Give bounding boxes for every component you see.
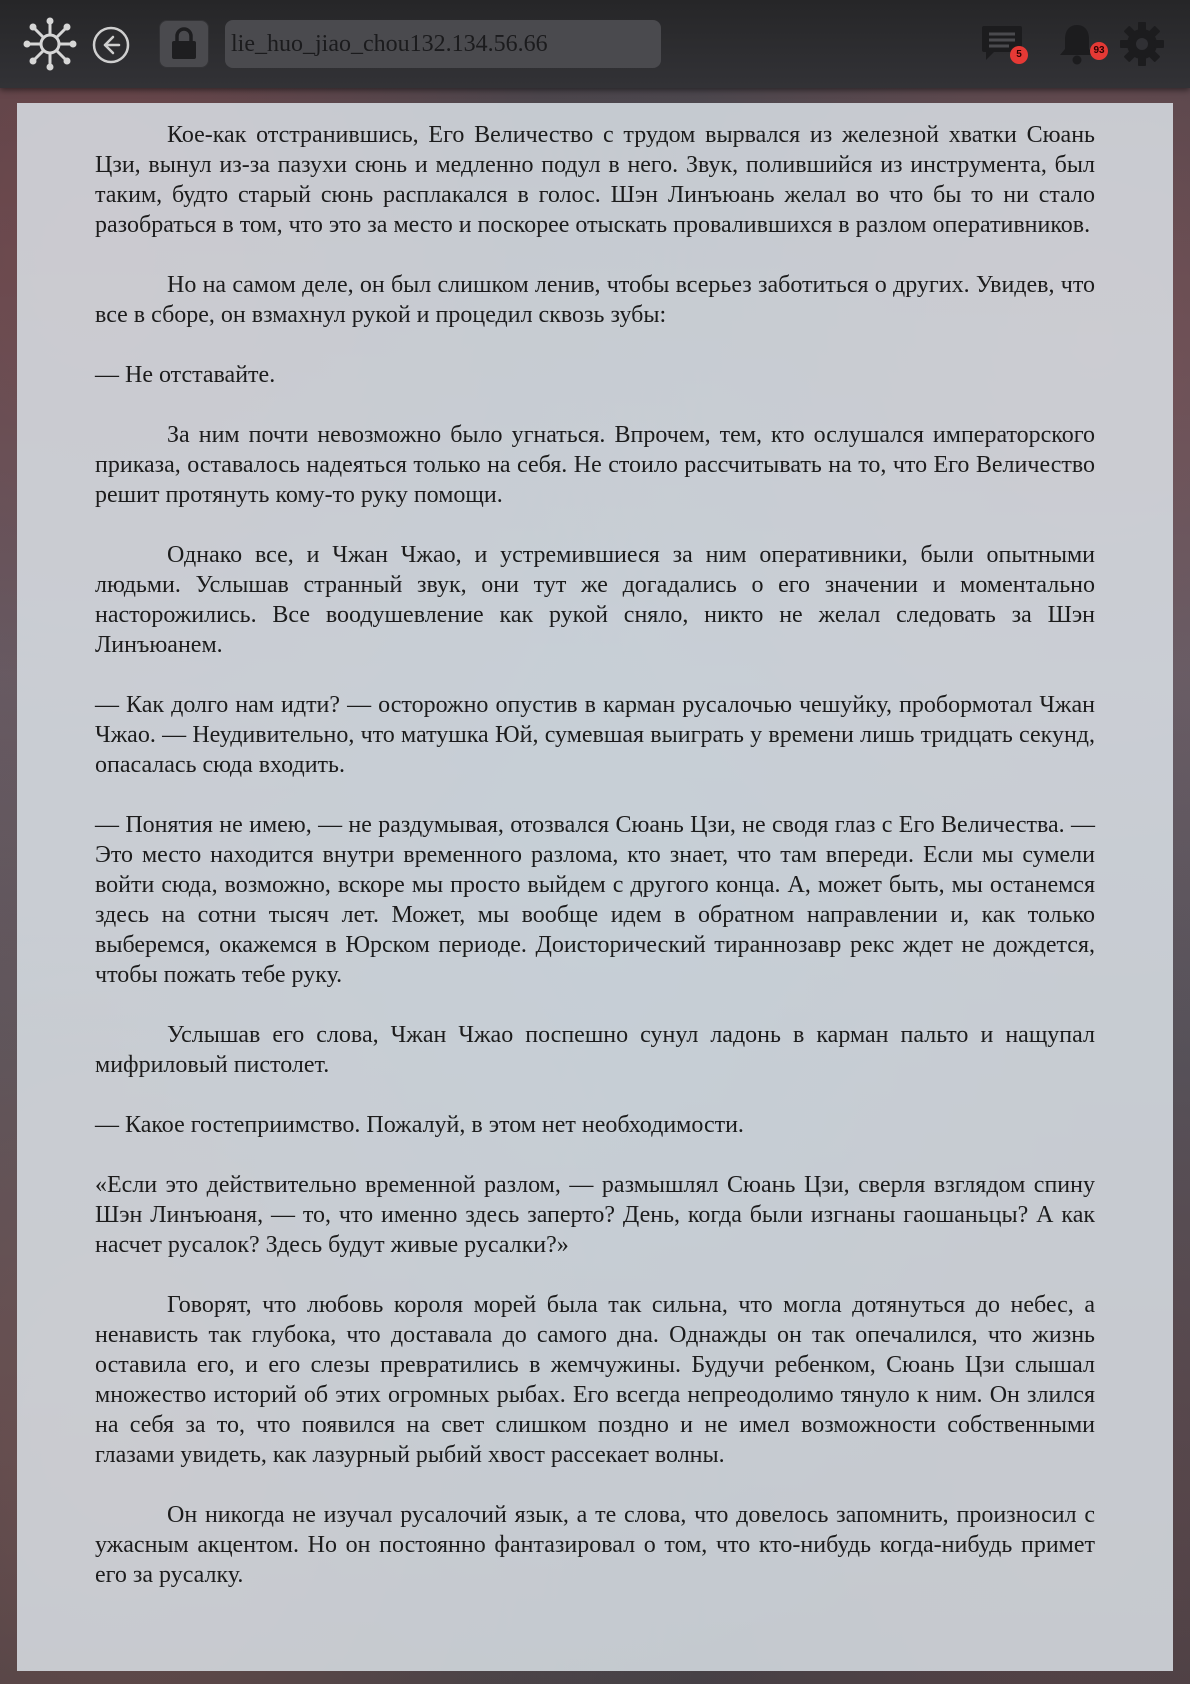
paragraph: Говорят, что любовь короля морей была так сильна, что могла дотянуться до небес, а ненависть так глубока, что доставала до самого дна. Однажды он так опечалился, что жизнь оставила его, и его слезы превратились в жемчужины. Будучи ребенком, Сюань Цзи слышал множество историй об этих огромных рыбах. Его всегда непреодолимо тянуло к ним. Он злился на себя за то, что появился на свет слишком поздно и не имел возможности собственными глазами увидеть, как лазурный рыбий хвост рассекает волны. — [95, 1292, 1095, 1468]
back-button[interactable] — [92, 26, 130, 64]
paragraph: За ним почти невозможно было угнаться. Впрочем, тем, кто ослушался императорского приказа, оставалось надеяться только на себя. Не стоило рассчитывать на то, что Его Величество решит протянуть кому-то руку помощи. — [95, 422, 1095, 508]
network-hub-icon[interactable] — [22, 16, 78, 72]
paragraph: Услышав его слова, Чжан Чжао поспешно сунул ладонь в карман пальто и нащупал мифриловый пистолет. — [95, 1022, 1095, 1078]
paragraph: «Если это действительно временной разлом, — размышлял Сюань Цзи, сверля взглядом спину Шэн Линъюаня, — то, что именно здесь заперто? День, когда были изгнаны гаошаньцы? А как насчет русалок? Здесь будут живые русалки?» — [95, 1172, 1095, 1258]
messages-count-badge: 5 — [1010, 46, 1028, 64]
bell-icon — [1057, 22, 1097, 66]
messages-button[interactable] — [978, 22, 1026, 66]
reading-page — [17, 103, 1173, 1671]
paragraph: — Какое гостеприимство. Пожалуй, в этом нет необходимости. — [95, 1112, 744, 1138]
gear-icon — [1119, 21, 1165, 67]
paragraph: Но на самом деле, он был слишком ленив, чтобы всерьез заботиться о других. Увидев, что все в сборе, он взмахнул рукой и процедил сквозь зубы: — [95, 272, 1095, 328]
settings-button[interactable] — [1118, 20, 1166, 68]
paragraph: Однако все, и Чжан Чжао, и устремившиеся за ним оперативники, были опытными людьми. Услышав странный звук, они тут же догадались о его значении и моментально насторожились. Все воодушевление как рукой сняло, никто не желал следовать за Шэн Линъюанем. — [95, 542, 1095, 658]
paragraph: Кое-как отстранившись, Его Величество с трудом вырвался из железной хватки Сюань Цзи, вынул из-за пазухи сюнь и медленно подул в него. Звук, полившийся из инструмента, был таким, будто старый сюнь расплакался в голос. Шэн Линъюань желал во что бы то ни стало разобраться в том, что это за место и поскорее отыскать провалившихся в разлом оперативников. — [95, 122, 1095, 238]
lock-icon — [169, 27, 199, 61]
notifications-count-badge: 93 — [1090, 42, 1108, 60]
paragraph: — Не отставайте. — [95, 362, 276, 388]
arrow-left-circle-icon — [92, 26, 130, 64]
top-bar — [0, 0, 1190, 88]
address-input[interactable] — [225, 20, 661, 68]
paragraph: Он никогда не изучал русалочий язык, а те слова, что довелось запомнить, произносил с ужасным акцентом. Но он постоянно фантазировал о том, что кто-нибудь когда-нибудь примет его за русалку. — [95, 1502, 1095, 1588]
lock-button[interactable] — [159, 20, 209, 68]
paragraph: — Понятия не имею, — не раздумывая, отозвался Сюань Цзи, не сводя глаз с Его Величества. — Это место находится внутри временного разлома, кто знает, что там впереди. Если мы сумели войти сюда, возможно, вскоре мы просто выйдем с другого конца. А, может быть, мы останемся здесь на сотни тысяч лет. Может, мы вообще идем в обратном направлении и, как только выберемся, окажемся в Юрском периоде. Доисторический тираннозавр рекс ждет не дождется, чтобы пожать тебе руку. — [95, 812, 1095, 988]
paragraph: — Как долго нам идти? — осторожно опустив в карман русалочью чешуйку, пробормотал Чжан Чжао. — Неудивительно, что матушка Юй, сумевшая выиграть у времени лишь тридцать секунд, опасалась сюда входить. — [95, 692, 1095, 778]
notifications-button[interactable] — [1054, 20, 1105, 68]
